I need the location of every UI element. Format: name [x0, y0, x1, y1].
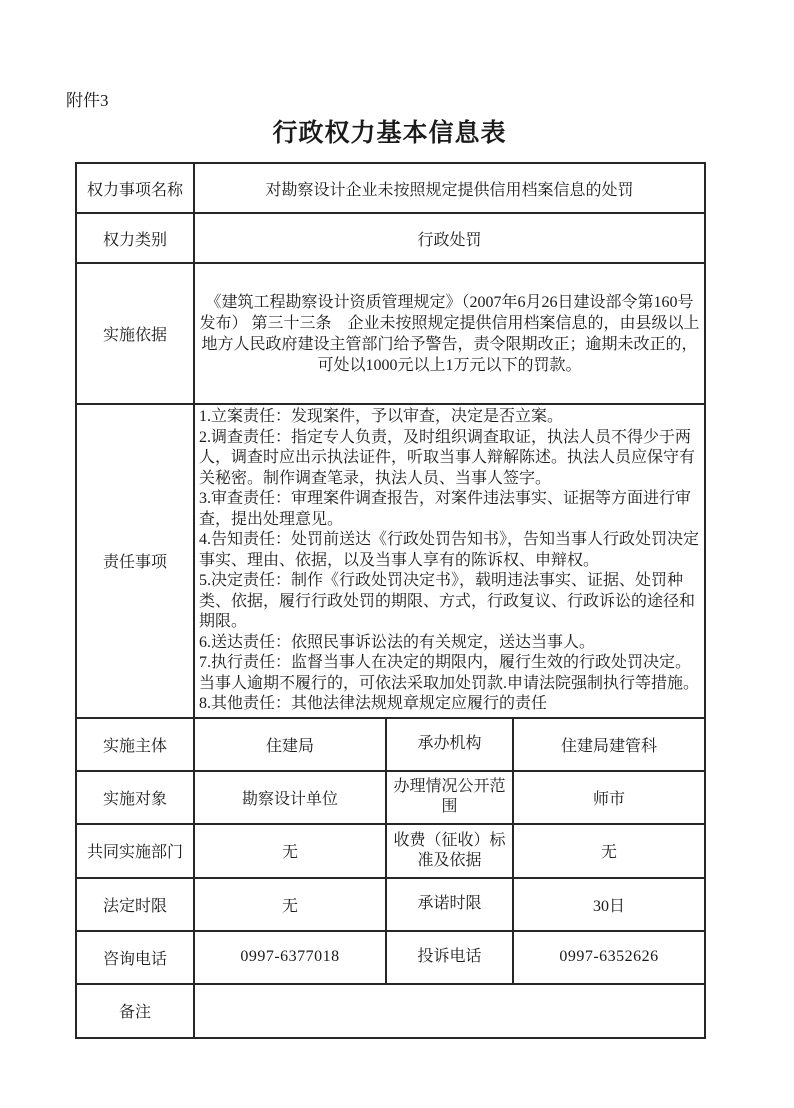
disclosure-scope-value: 师市 — [513, 771, 705, 824]
remarks-label: 备注 — [76, 984, 194, 1038]
remarks-value — [194, 984, 705, 1038]
row-implementation-basis — [76, 263, 705, 404]
complaint-phone-label: 投诉电话 — [386, 931, 513, 984]
complaint-phone-value: 0997-6352626 — [513, 931, 705, 984]
power-category-value: 行政处罚 — [194, 213, 705, 263]
row-implementing-subject — [76, 718, 705, 771]
undertaking-agency-label: 承办机构 — [386, 718, 513, 771]
responsibility-item: 5.决定责任：制作《行政处罚决定书》，载明违法事实、证据、处罚种类、依据，履行行政处罚的期限、方式，行政复议、行政诉讼的途径和期限。 — [199, 572, 696, 630]
implementation-basis-label: 实施依据 — [76, 263, 194, 404]
row-power-category — [76, 213, 705, 263]
responsibility-item: 7.执行责任：监督当事人在决定的期限内，履行生效的行政处罚决定。当事人逾期不履行的，可依法采取加处罚款.申请法院强制执行等措施。 — [199, 654, 700, 692]
row-responsibility-items — [76, 404, 705, 718]
power-item-name-value: 对勘察设计企业未按照规定提供信用档案信息的处罚 — [194, 163, 705, 213]
info-table — [75, 162, 706, 1039]
row-power-item-name — [76, 163, 705, 213]
responsibility-item: 8.其他责任：其他法律法规规章规定应履行的责任 — [199, 695, 548, 712]
row-implementation-target — [76, 771, 705, 824]
document-title: 行政权力基本信息表 — [272, 120, 507, 147]
implementation-target-value: 勘察设计单位 — [194, 771, 386, 824]
disclosure-scope-label: 办理情况公开范围 — [386, 771, 513, 824]
undertaking-agency-value: 住建局建管科 — [513, 718, 705, 771]
responsibility-items-value — [194, 404, 705, 718]
implementation-basis-value: 《建筑工程勘察设计资质管理规定》（2007年6月26日建设部令第160号发布） 第三十三条 企业未按照规定提供信用档案信息的，由县级以上地方人民政府建设主管部门给予警告，责令限期改正；逾期未改正的，可处以1000元以上1万元以下的罚款。 — [194, 263, 705, 404]
implementation-target-label: 实施对象 — [76, 771, 194, 824]
joint-implementation-dept-label: 共同实施部门 — [76, 824, 194, 878]
responsibility-items-label: 责任事项 — [76, 404, 194, 718]
fee-standard-label: 收费（征收）标准及依据 — [386, 824, 513, 878]
implementing-subject-value: 住建局 — [194, 718, 386, 771]
power-item-name-label: 权力事项名称 — [76, 163, 194, 213]
consultation-phone-value: 0997-6377018 — [194, 931, 386, 984]
responsibility-item: 1.立案责任：发现案件，予以审查，决定是否立案。 — [199, 408, 564, 425]
responsibility-item: 3.审查责任：审理案件调查报告，对案件违法事实、证据等方面进行审查，提出处理意见。 — [199, 490, 692, 528]
responsibility-item: 4.告知责任：处罚前送达《行政处罚告知书》，告知当事人行政处罚决定事实、理由、依据，以及当事人享有的陈诉权、申辩权。 — [199, 531, 700, 569]
power-category-label: 权力类别 — [76, 213, 194, 263]
row-joint-implementation — [76, 824, 705, 878]
responsibility-item: 6.送达责任：依照民事诉讼法的有关规定，送达当事人。 — [199, 633, 596, 651]
statutory-time-limit-label: 法定时限 — [76, 878, 194, 931]
responsibility-item: 2.调查责任：指定专人负责，及时组织调查取证，执法人员不得少于两人，调查时应出示执法证件，听取当事人辩解陈述。执法人员应保守有关秘密。制作调查笔录，执法人员、当事人签字。 — [199, 428, 696, 487]
consultation-phone-label: 咨询电话 — [76, 931, 194, 984]
attachment-label: 附件3 — [66, 91, 109, 110]
promised-time-limit-label: 承诺时限 — [386, 878, 513, 931]
implementing-subject-label: 实施主体 — [76, 718, 194, 771]
joint-implementation-dept-value: 无 — [194, 824, 386, 878]
row-phone — [76, 931, 705, 984]
statutory-time-limit-value: 无 — [194, 878, 386, 931]
promised-time-limit-value: 30日 — [513, 878, 705, 931]
fee-standard-value: 无 — [513, 824, 705, 878]
row-remarks — [76, 984, 705, 1038]
row-time-limit — [76, 878, 705, 931]
